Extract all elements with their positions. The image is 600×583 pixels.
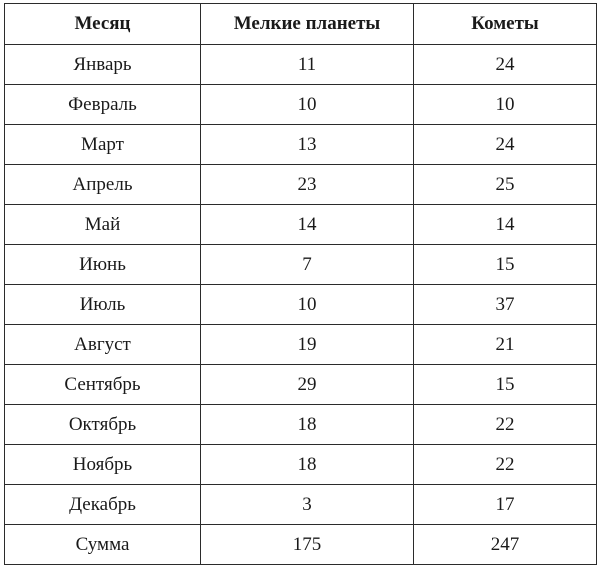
comets-cell: 247 — [414, 525, 597, 565]
month-cell: Сумма — [5, 525, 201, 565]
header-row — [5, 4, 597, 45]
table-row — [5, 125, 597, 165]
table-row — [5, 285, 597, 325]
minor-planets-cell: 14 — [201, 205, 414, 245]
comets-cell: 10 — [414, 85, 597, 125]
month-cell: Январь — [5, 45, 201, 85]
table-row — [5, 365, 597, 405]
header-minor-planets: Мелкие планеты — [201, 4, 414, 45]
month-cell: Июль — [5, 285, 201, 325]
table-row — [5, 205, 597, 245]
minor-planets-cell: 10 — [201, 285, 414, 325]
table-row — [5, 165, 597, 205]
minor-planets-cell: 29 — [201, 365, 414, 405]
minor-planets-cell: 18 — [201, 405, 414, 445]
month-cell: Август — [5, 325, 201, 365]
minor-planets-cell: 10 — [201, 85, 414, 125]
table-row — [5, 45, 597, 85]
data-table — [4, 3, 597, 565]
month-cell: Октябрь — [5, 405, 201, 445]
comets-cell: 25 — [414, 165, 597, 205]
minor-planets-cell: 7 — [201, 245, 414, 285]
comets-cell: 21 — [414, 325, 597, 365]
minor-planets-cell: 11 — [201, 45, 414, 85]
header-month: Месяц — [5, 4, 201, 45]
minor-planets-cell: 13 — [201, 125, 414, 165]
table-row — [5, 245, 597, 285]
minor-planets-cell: 3 — [201, 485, 414, 525]
comets-cell: 17 — [414, 485, 597, 525]
table-row — [5, 325, 597, 365]
month-cell: Май — [5, 205, 201, 245]
total-row — [5, 525, 597, 565]
table-row — [5, 445, 597, 485]
comets-cell: 24 — [414, 45, 597, 85]
comets-cell: 22 — [414, 405, 597, 445]
comets-cell: 14 — [414, 205, 597, 245]
comets-cell: 24 — [414, 125, 597, 165]
month-cell: Апрель — [5, 165, 201, 205]
month-cell: Ноябрь — [5, 445, 201, 485]
table-row — [5, 405, 597, 445]
minor-planets-cell: 18 — [201, 445, 414, 485]
month-cell: Февраль — [5, 85, 201, 125]
minor-planets-cell: 23 — [201, 165, 414, 205]
month-cell: Декабрь — [5, 485, 201, 525]
header-comets: Кометы — [414, 4, 597, 45]
table-row — [5, 85, 597, 125]
table-row — [5, 485, 597, 525]
comets-cell: 37 — [414, 285, 597, 325]
minor-planets-cell: 175 — [201, 525, 414, 565]
month-cell: Март — [5, 125, 201, 165]
month-cell: Сентябрь — [5, 365, 201, 405]
comets-cell: 15 — [414, 245, 597, 285]
comets-cell: 15 — [414, 365, 597, 405]
comets-cell: 22 — [414, 445, 597, 485]
minor-planets-cell: 19 — [201, 325, 414, 365]
month-cell: Июнь — [5, 245, 201, 285]
